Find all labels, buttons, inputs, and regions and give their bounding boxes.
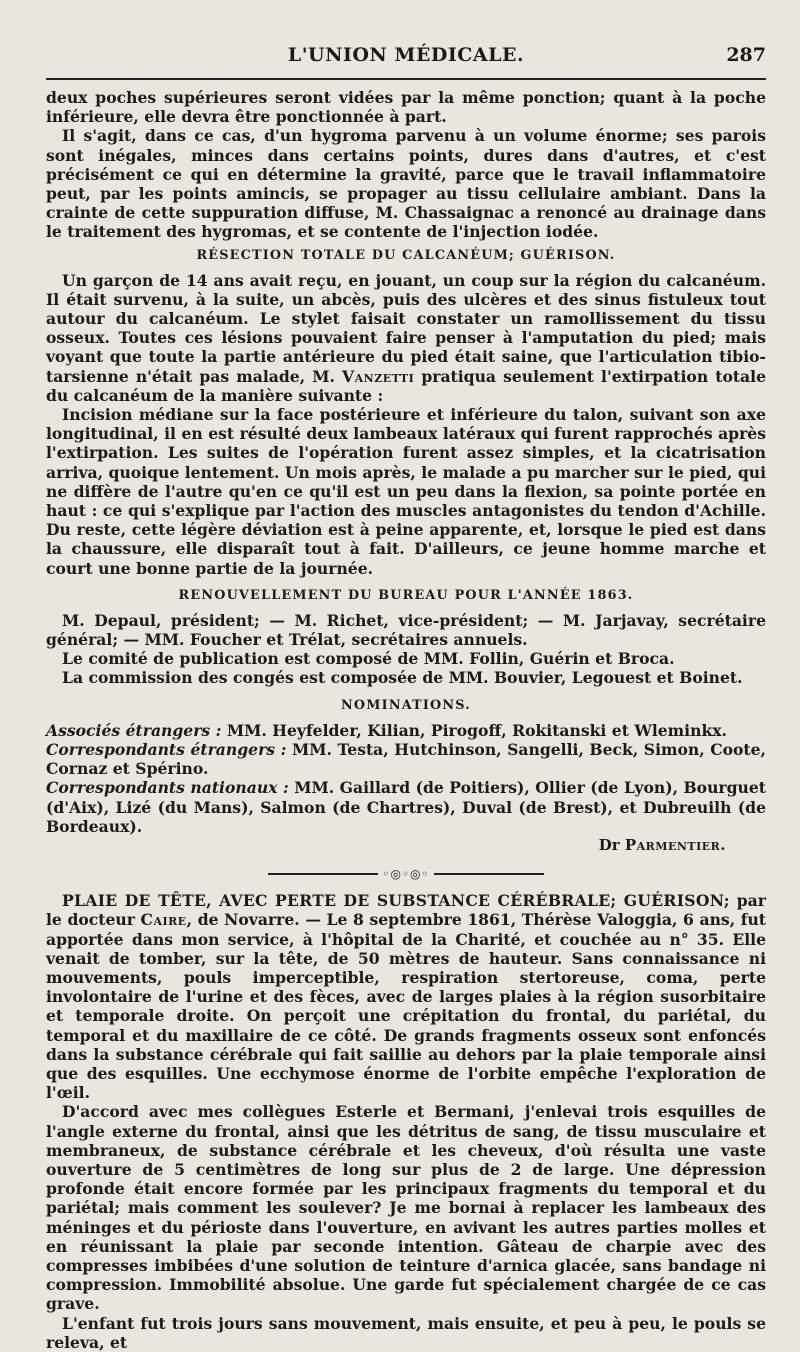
paragraph: L'enfant fut trois jours sans mouvement, mais ensuite, et peu à peu, le pouls se releva, et (46, 1313, 766, 1352)
names: MM. Testa, Hutchinson, Sangelli, Beck, Simon, Coote, Cornaz et Spérino. (46, 739, 766, 779)
signature-prefix: Dr (598, 835, 620, 854)
text-span: pratiqua seulement l'extirpation totale du calcanéum de la manière suivante : (46, 366, 766, 405)
paragraph: Incision médiane sur la face postérieure et inférieure du talon, suivant son axe longitudinal, il en est résulté deux lambeaux latéraux qui furent rapprochés après l'extirpation. Les suites de l'opération furent assez simples, et la cicatrisation arriva, quoique lentement. Un mois après, le malade a pu marcher sur le pied, qui ne diffère de l'autre qu'en ce qu'il est un peu dans la flexion, sa pointe portée en haut : ce qui s'explique par l'action des muscles antagonistes du tendon d'Achille. Du reste, cette légère déviation est à peine apparente, et, lorsque le pied est dans la chaussure, elle disparaît tout à fait. D'ailleurs, ce jeune homme marche et court une bonne partie de la journée. (46, 405, 766, 578)
divider-line (268, 873, 378, 875)
signature-name: Parmentier. (624, 835, 726, 854)
nomination-correspondants-nationaux (46, 778, 766, 836)
running-title: L'UNION MÉDICALE. (287, 44, 525, 66)
section-title-bureau: RENOUVELLEMENT DU BUREAU POUR L'ANNÉE 1863. (178, 587, 634, 603)
label: Correspondants étrangers : (46, 739, 287, 759)
text-span: , de Novarre. — Le 8 septembre 1861, Thérèse Valoggia, 6 ans, fut apportée dans mon service, à l'hôpital de la Charité, et couchée au n° 35. Elle venait de tomber, sur la tête, de 50 mètres de hauteur. Sans connaissance ni mouvements, pouls imperceptible, respiration stertoreuse, coma, perte involontaire de l'urine et des fèces, avec de larges plaies à la région susorbitaire et temporale droite. On perçoit une crépitation du frontal, du pariétal, du temporal et du maxillaire de ce côté. De grands fragments osseux sont enfoncés dans la substance cérébrale qui fait saillie au dehors par la plaie temporale ainsi que des esquilles. Une ecchymose énorme de l'orbite empêche l'exploration de l'œil. (46, 910, 766, 1103)
names: MM. Heyfelder, Kilian, Pirogoff, Rokitanski et Wleminkx. (226, 720, 727, 740)
page-number: 287 (726, 44, 766, 66)
paragraph: La commission des congés est composée de MM. Bouvier, Legouest et Boinet. (62, 668, 743, 688)
article-author: Caire (140, 910, 187, 930)
article-paragraph (46, 891, 766, 1102)
paragraph: deux poches supérieures seront vidées par la même ponction; quant à la poche inférieure, elle devra être ponctionnée à part. (46, 88, 766, 127)
divider-ornament: ◦◎◦◎◦ (382, 867, 430, 882)
author-name: Vanzetti (342, 366, 415, 386)
paragraph (46, 271, 766, 405)
ornamental-divider (46, 867, 766, 881)
paragraph: M. Depaul, président; — M. Richet, vice-président; — M. Jarjavay, secrétaire général; — MM. Foucher et Trélat, secrétaires annuels. (46, 610, 766, 650)
paragraph: Il s'agit, dans ce cas, d'un hygroma parvenu à un volume énorme; ses parois sont inégales, minces dans certains points, dures dans d'autres, et c'est précisément ce qui en détermine la gravité, parce que le travail inflammatoire peut, par les points amincis, se propager au tissu cellulaire ambiant. Dans la crainte de cette suppuration diffuse, M. Chassaignac a renoncé au drainage dans le traitement des hygromas, et se contente de l'injection iodée. (46, 126, 766, 242)
article-heading: PLAIE DE TÊTE, AVEC PERTE DE SUBSTANCE CÉRÉBRALE; GUÉRISON; (62, 891, 730, 911)
section-title-resection: RÉSECTION TOTALE DU CALCANÉUM; GUÉRISON. (196, 247, 616, 263)
divider-line (434, 873, 544, 875)
names: MM. Gaillard (de Poitiers), Ollier (de Lyon), Bourguet (d'Aix), Lizé (du Mans), Salmon (de Chartres), Duval (de Brest), et Dubreuilh (de Bordeaux). (46, 778, 766, 836)
heading-by: par le docteur (46, 891, 766, 930)
text-span: Un garçon de 14 ans avait reçu, en jouant, un coup sur la région du calcanéum. Il était survenu, à la suite, un abcès, puis des ulcères et des sinus fistuleux tout autour du calcanéum. Le stylet faisait constater un ramollissement du tissu osseux. Toutes ces lésions pouvaient faire penser à l'amputation du pied; mais voyant que toute la partie antérieure du pied était saine, que l'articulation tibio-tarsienne n'était pas malade, M. (46, 270, 766, 386)
label: Associés étrangers : (46, 720, 222, 740)
section-title-nominations: NOMINATIONS. (341, 697, 471, 713)
nomination-correspondants-etrangers (46, 740, 766, 778)
signature (46, 836, 726, 855)
label: Correspondants nationaux : (46, 778, 289, 798)
paragraph: D'accord avec mes collègues Esterle et Bermani, j'enlevai trois esquilles de l'angle externe du frontal, ainsi que les détritus de sang, de tissu musculaire et membraneux, de substance cérébrale et les cheveux, d'où résulta une vaste ouverture de 5 centimètres de long sur plus de 2 de large. Une dépression profonde était encore formée par les principaux fragments du temporal et du pariétal; mais comment les soulever? Je me bornai à replacer les lambeaux des méninges et du périoste dans l'ouverture, en avivant les autres parties molles et en réunissant la plaie par seconde intention. Gâteau de charpie avec des compresses imbibées d'une solution de teinture d'arnica glacée, sans bandage ni compression. Immobilité absolue. Une garde fut spécialement chargée de ce cas grave. (46, 1102, 766, 1314)
page-header (46, 44, 766, 72)
header-rule (46, 78, 766, 80)
paragraph: Le comité de publication est composé de MM. Follin, Guérin et Broca. (62, 649, 675, 669)
nomination-associes (46, 721, 766, 740)
